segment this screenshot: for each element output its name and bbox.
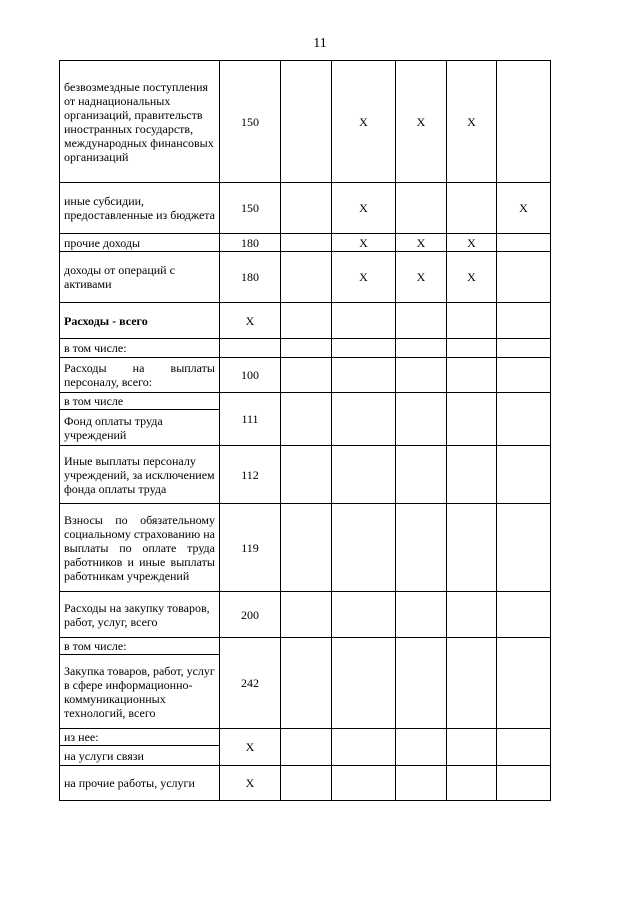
empty-cell xyxy=(396,729,447,766)
row-code: 242 xyxy=(220,638,281,729)
row-code: X xyxy=(220,729,281,766)
cell-mark: X xyxy=(332,252,396,303)
row-code: 111 xyxy=(220,393,281,446)
row-code: 112 xyxy=(220,446,281,504)
empty-cell xyxy=(497,729,551,766)
table-row xyxy=(60,446,551,504)
empty-cell xyxy=(396,303,447,339)
empty-cell xyxy=(396,393,447,446)
cell-mark: X xyxy=(396,234,447,252)
empty-cell xyxy=(332,766,396,801)
empty-cell xyxy=(497,592,551,638)
empty-cell xyxy=(332,393,396,446)
table-row xyxy=(60,592,551,638)
empty-cell xyxy=(332,358,396,393)
empty-cell xyxy=(281,358,332,393)
page-number: 11 xyxy=(313,36,327,51)
table-row xyxy=(60,358,551,393)
empty-cell xyxy=(396,358,447,393)
empty-cell xyxy=(281,303,332,339)
row-label: на услуги связи xyxy=(60,746,220,766)
row-code: 119 xyxy=(220,504,281,592)
empty-cell xyxy=(497,446,551,504)
empty-cell xyxy=(396,339,447,358)
row-label: Расходы на закупку товаров, работ, услуг, всего xyxy=(60,592,220,638)
empty-cell xyxy=(281,592,332,638)
table-row xyxy=(60,638,551,655)
empty-cell xyxy=(332,729,396,766)
empty-cell xyxy=(396,638,447,729)
row-code: X xyxy=(220,766,281,801)
table-row xyxy=(60,729,551,746)
table-row xyxy=(60,61,551,183)
row-label: Расходы на выплаты персоналу, всего: xyxy=(60,358,220,393)
empty-cell xyxy=(447,766,497,801)
cell-mark xyxy=(447,183,497,234)
table-row xyxy=(60,504,551,592)
cell-mark xyxy=(281,252,332,303)
cell-mark: X xyxy=(332,183,396,234)
cell-mark: X xyxy=(396,252,447,303)
empty-cell xyxy=(447,638,497,729)
cell-mark: X xyxy=(447,234,497,252)
row-label: доходы от операций с активами xyxy=(60,252,220,303)
row-label: безвозмездные поступления от наднациональных организаций, правительств иностранных государств, международных финансовых организаций xyxy=(60,61,220,183)
cell-mark: X xyxy=(497,183,551,234)
empty-cell xyxy=(332,592,396,638)
empty-cell xyxy=(281,393,332,446)
cell-mark xyxy=(281,183,332,234)
cell-mark xyxy=(396,183,447,234)
table-row xyxy=(60,252,551,303)
empty-cell xyxy=(497,303,551,339)
empty-cell xyxy=(497,504,551,592)
empty-cell xyxy=(447,303,497,339)
empty-cell xyxy=(396,766,447,801)
row-label: в том числе: xyxy=(60,638,220,655)
row-label: Закупка товаров, работ, услуг в сфере информационно-коммуникационных технологий, всего xyxy=(60,655,220,729)
cell-mark xyxy=(497,234,551,252)
empty-cell xyxy=(447,393,497,446)
row-code: 180 xyxy=(220,252,281,303)
empty-cell xyxy=(281,729,332,766)
row-code: 150 xyxy=(220,183,281,234)
row-code: 100 xyxy=(220,358,281,393)
empty-cell xyxy=(447,358,497,393)
cell-mark: X xyxy=(447,61,497,183)
row-label: прочие доходы xyxy=(60,234,220,252)
empty-cell xyxy=(447,729,497,766)
table-row xyxy=(60,766,551,801)
empty-cell xyxy=(332,303,396,339)
empty-cell xyxy=(332,446,396,504)
row-label: Фонд оплаты труда учреждений xyxy=(60,410,220,446)
empty-cell xyxy=(332,638,396,729)
empty-cell xyxy=(332,504,396,592)
empty-cell xyxy=(497,638,551,729)
row-label: в том числе xyxy=(60,393,220,410)
cell-mark xyxy=(497,61,551,183)
row-code: 200 xyxy=(220,592,281,638)
empty-cell xyxy=(447,446,497,504)
empty-cell xyxy=(396,446,447,504)
cell-mark: X xyxy=(396,61,447,183)
cell-mark xyxy=(281,234,332,252)
empty-cell xyxy=(497,766,551,801)
row-label: иные субсидии, предоставленные из бюджета xyxy=(60,183,220,234)
empty-cell xyxy=(332,339,396,358)
empty-cell xyxy=(281,446,332,504)
row-label: Взносы по обязательному социальному страхованию на выплаты по оплате труда работников и иные выплаты работникам учреждений xyxy=(60,504,220,592)
table-row xyxy=(60,393,551,410)
empty-cell xyxy=(497,339,551,358)
row-label: на прочие работы, услуги xyxy=(60,766,220,801)
financial-table xyxy=(59,60,551,801)
empty-cell xyxy=(447,504,497,592)
cell-mark: X xyxy=(332,61,396,183)
row-label: в том числе: xyxy=(60,339,220,358)
row-code: 150 xyxy=(220,61,281,183)
table-row xyxy=(60,183,551,234)
cell-mark: X xyxy=(332,234,396,252)
cell-mark xyxy=(497,252,551,303)
empty-cell xyxy=(497,358,551,393)
row-code: 180 xyxy=(220,234,281,252)
cell-mark: X xyxy=(447,252,497,303)
row-label: Расходы - всего xyxy=(60,303,220,339)
empty-cell xyxy=(396,592,447,638)
table-row xyxy=(60,339,551,358)
empty-cell xyxy=(447,592,497,638)
row-label: из нее: xyxy=(60,729,220,746)
table-row xyxy=(60,303,551,339)
table-row xyxy=(60,234,551,252)
empty-cell xyxy=(447,339,497,358)
row-code xyxy=(220,339,281,358)
empty-cell xyxy=(281,766,332,801)
empty-cell xyxy=(281,504,332,592)
empty-cell xyxy=(281,339,332,358)
cell-mark xyxy=(281,61,332,183)
row-code: X xyxy=(220,303,281,339)
empty-cell xyxy=(497,393,551,446)
empty-cell xyxy=(396,504,447,592)
row-label: Иные выплаты персоналу учреждений, за исключением фонда оплаты труда xyxy=(60,446,220,504)
empty-cell xyxy=(281,638,332,729)
